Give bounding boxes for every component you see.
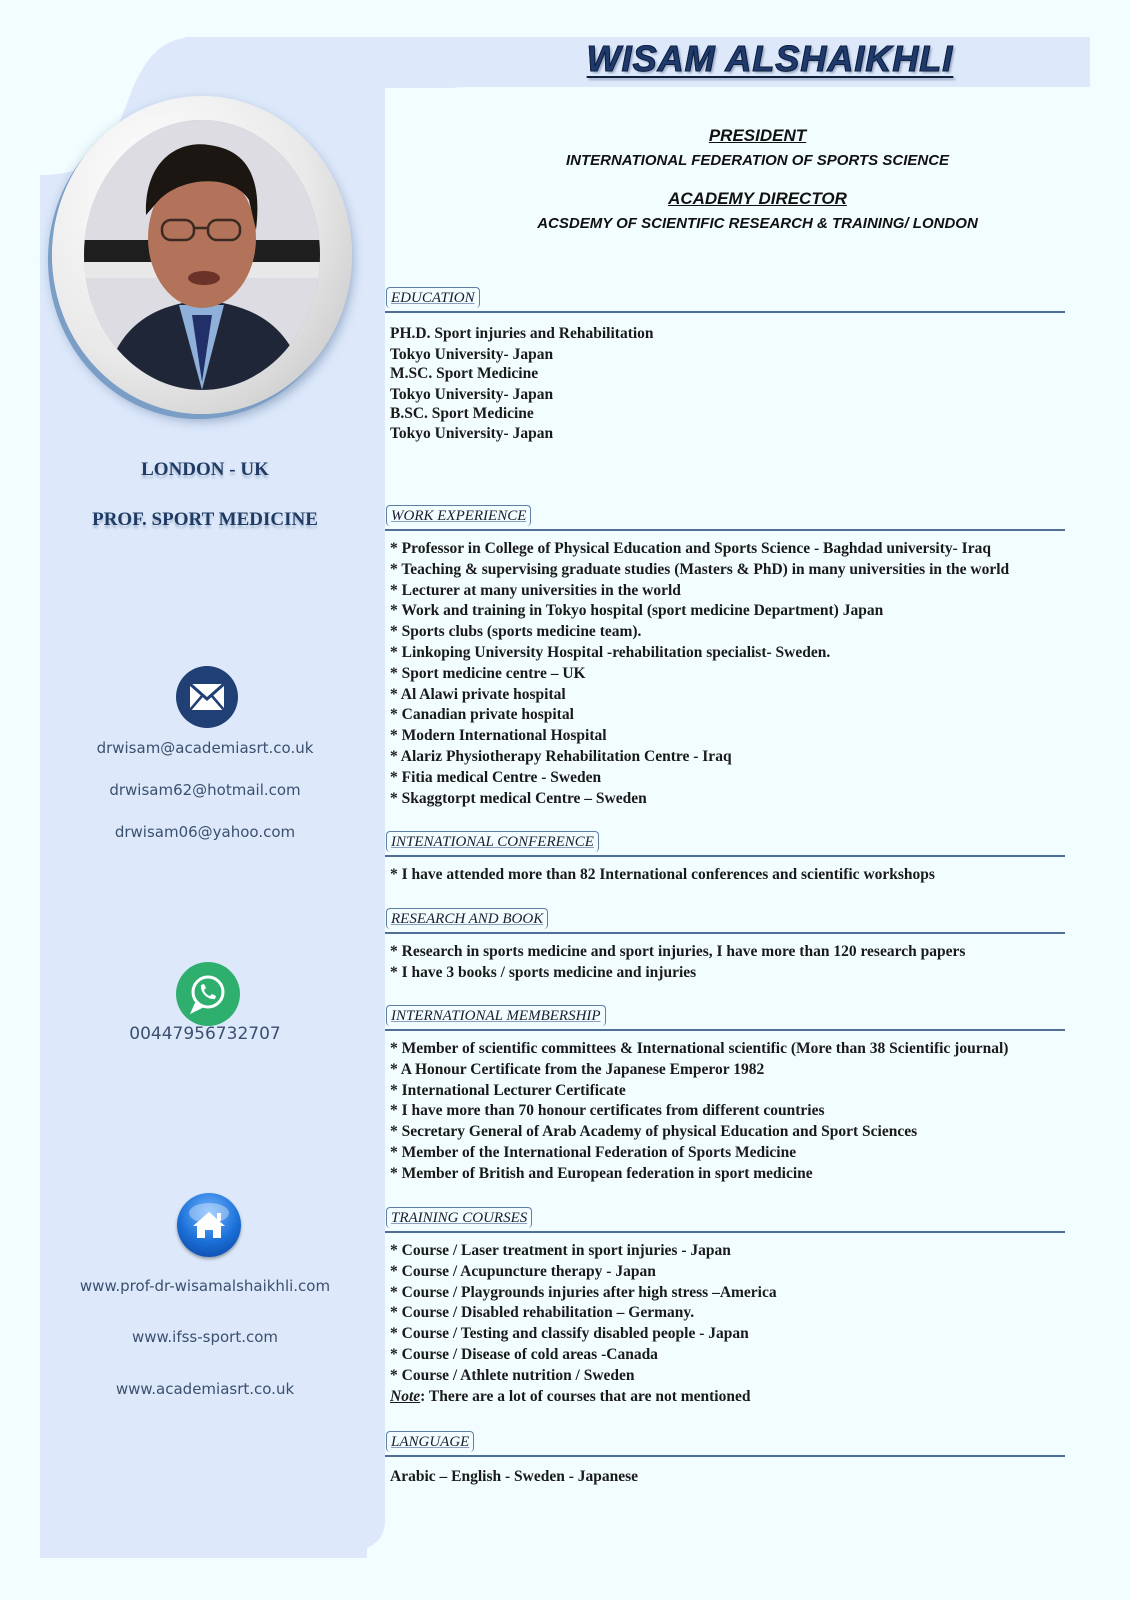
work-list xyxy=(385,539,1065,809)
list-item: * Al Alawi private hospital xyxy=(390,685,566,703)
section-header xyxy=(385,505,1065,531)
website-link[interactable]: www.academiasrt.co.uk xyxy=(115,1380,295,1398)
education-entry xyxy=(390,324,1065,363)
website-link[interactable]: www.prof-dr-wisamalshaikhli.com xyxy=(79,1277,331,1295)
section-title: LANGUAGE xyxy=(386,1431,474,1452)
location: LONDON - UK xyxy=(141,459,269,480)
section-research xyxy=(385,908,1065,984)
training-list xyxy=(390,1241,1065,1387)
list-item: * Alariz Physiotherapy Rehabilitation Centre - Iraq xyxy=(390,747,732,765)
role-organization: ACSDEMY OF SCIENTIFIC RESEARCH & TRAINING/ LONDON xyxy=(537,215,978,232)
section-header xyxy=(385,831,1065,857)
section-header xyxy=(385,1005,1065,1031)
school: Tokyo University- Japan xyxy=(390,345,554,363)
degree: B.SC. Sport Medicine xyxy=(390,404,534,422)
profession: PROF. SPORT MEDICINE xyxy=(92,509,318,530)
school: Tokyo University- Japan xyxy=(390,425,554,443)
list-item: * Course / Acupuncture therapy - Japan xyxy=(390,1262,656,1280)
list-item: * I have 3 books / sports medicine and injuries xyxy=(390,963,697,981)
training-note xyxy=(390,1387,1065,1408)
email-link[interactable]: drwisam62@hotmail.com xyxy=(109,781,301,799)
language-list: Arabic – English - Sweden - Japanese xyxy=(390,1468,639,1485)
education-entry xyxy=(390,364,1065,403)
website-link[interactable]: www.ifss-sport.com xyxy=(131,1328,279,1346)
section-title: INTERNATIONAL MEMBERSHIP xyxy=(386,1005,606,1026)
list-item: * Canadian private hospital xyxy=(390,706,574,724)
research-list xyxy=(385,942,1065,984)
section-title: WORK EXPERIENCE xyxy=(386,505,531,526)
section-conference xyxy=(385,831,1065,886)
section-work-experience xyxy=(385,505,1065,809)
list-item: * I have attended more than 82 International conferences and scientific workshops xyxy=(390,866,935,883)
list-item: * Course / Disease of cold areas -Canada xyxy=(390,1345,658,1363)
person-name: WISAM ALSHAIKHLI xyxy=(586,38,954,79)
home-icon xyxy=(177,1193,241,1257)
list-item: * Skaggtorpt medical Centre – Sweden xyxy=(390,789,647,807)
whatsapp-icon xyxy=(176,962,240,1026)
section-education xyxy=(385,287,1065,443)
list-item: * Course / Testing and classify disabled people - Japan xyxy=(390,1325,749,1343)
section-header xyxy=(385,1431,1065,1457)
list-item: * Linkoping University Hospital -rehabilitation specialist- Sweden. xyxy=(390,643,831,661)
list-item: * Member of the International Federation of Sports Medicine xyxy=(390,1143,797,1161)
role-title: PRESIDENT xyxy=(708,126,807,145)
list-item: * Fitia medical Centre - Sweden xyxy=(390,768,602,786)
degree: PH.D. Sport injuries and Rehabilitation xyxy=(390,325,654,342)
email-link[interactable]: drwisam@academiasrt.co.uk xyxy=(96,739,314,757)
list-item: * Member of British and European federation in sport medicine xyxy=(390,1164,813,1182)
list-item: * Work and training in Tokyo hospital (sport medicine Department) Japan xyxy=(390,602,884,620)
phone-number[interactable]: 00447956732707 xyxy=(129,1024,281,1044)
list-item: * Sport medicine centre – UK xyxy=(390,664,586,682)
school: Tokyo University- Japan xyxy=(390,385,554,403)
list-item: * Professor in College of Physical Education and Sports Science - Baghdad university- Iraq xyxy=(390,540,991,557)
envelope-icon xyxy=(176,666,238,728)
list-item: * Lecturer at many universities in the world xyxy=(390,581,681,599)
list-item: * Teaching & supervising graduate studies (Masters & PhD) in many universities in the world xyxy=(390,560,1010,578)
section-language xyxy=(385,1431,1065,1488)
email-link[interactable]: drwisam06@yahoo.com xyxy=(114,823,296,841)
list-item: * International Lecturer Certificate xyxy=(390,1081,626,1099)
section-membership xyxy=(385,1005,1065,1185)
membership-list xyxy=(385,1039,1065,1185)
list-item: * Course / Laser treatment in sport injuries - Japan xyxy=(390,1242,731,1259)
list-item: * Modern International Hospital xyxy=(390,727,607,745)
section-title: TRAINING COURSES xyxy=(386,1207,532,1228)
list-item: * A Honour Certificate from the Japanese Emperor 1982 xyxy=(390,1060,765,1078)
conference-list xyxy=(385,865,1065,886)
list-item: * Secretary General of Arab Academy of physical Education and Sport Sciences xyxy=(390,1123,918,1141)
section-title: INTENATIONAL CONFERENCE xyxy=(386,831,599,852)
role-director xyxy=(390,189,1125,232)
degree: M.SC. Sport Medicine xyxy=(390,364,539,382)
list-item: * Research in sports medicine and sport injuries, I have more than 120 research papers xyxy=(390,943,966,960)
section-title: EDUCATION xyxy=(386,287,480,308)
note-text: : There are a lot of courses that are not mentioned xyxy=(420,1387,751,1405)
note-label: Note xyxy=(390,1387,421,1405)
list-item: * Course / Disabled rehabilitation – Germany. xyxy=(390,1304,695,1322)
role-president xyxy=(390,126,1125,169)
section-title: RESEARCH AND BOOK xyxy=(386,908,548,929)
role-organization: INTERNATIONAL FEDERATION OF SPORTS SCIENCE xyxy=(565,152,950,169)
role-title: ACADEMY DIRECTOR xyxy=(668,189,847,208)
profile-photo xyxy=(84,120,320,390)
list-item: * Course / Playgrounds injuries after high stress –America xyxy=(390,1283,777,1301)
list-item: * Course / Athlete nutrition / Sweden xyxy=(390,1366,635,1384)
section-header xyxy=(385,908,1065,934)
section-header xyxy=(385,1207,1065,1233)
list-item: * I have more than 70 honour certificates from different countries xyxy=(390,1102,825,1120)
education-entry xyxy=(390,404,1065,443)
list-item: * Sports clubs (sports medicine team). xyxy=(390,623,642,641)
person-portrait-icon xyxy=(84,120,320,390)
section-header xyxy=(385,287,1065,313)
list-item: * Member of scientific committees & International scientific (More than 38 Scientific journal) xyxy=(390,1040,1009,1057)
section-training xyxy=(385,1207,1065,1407)
